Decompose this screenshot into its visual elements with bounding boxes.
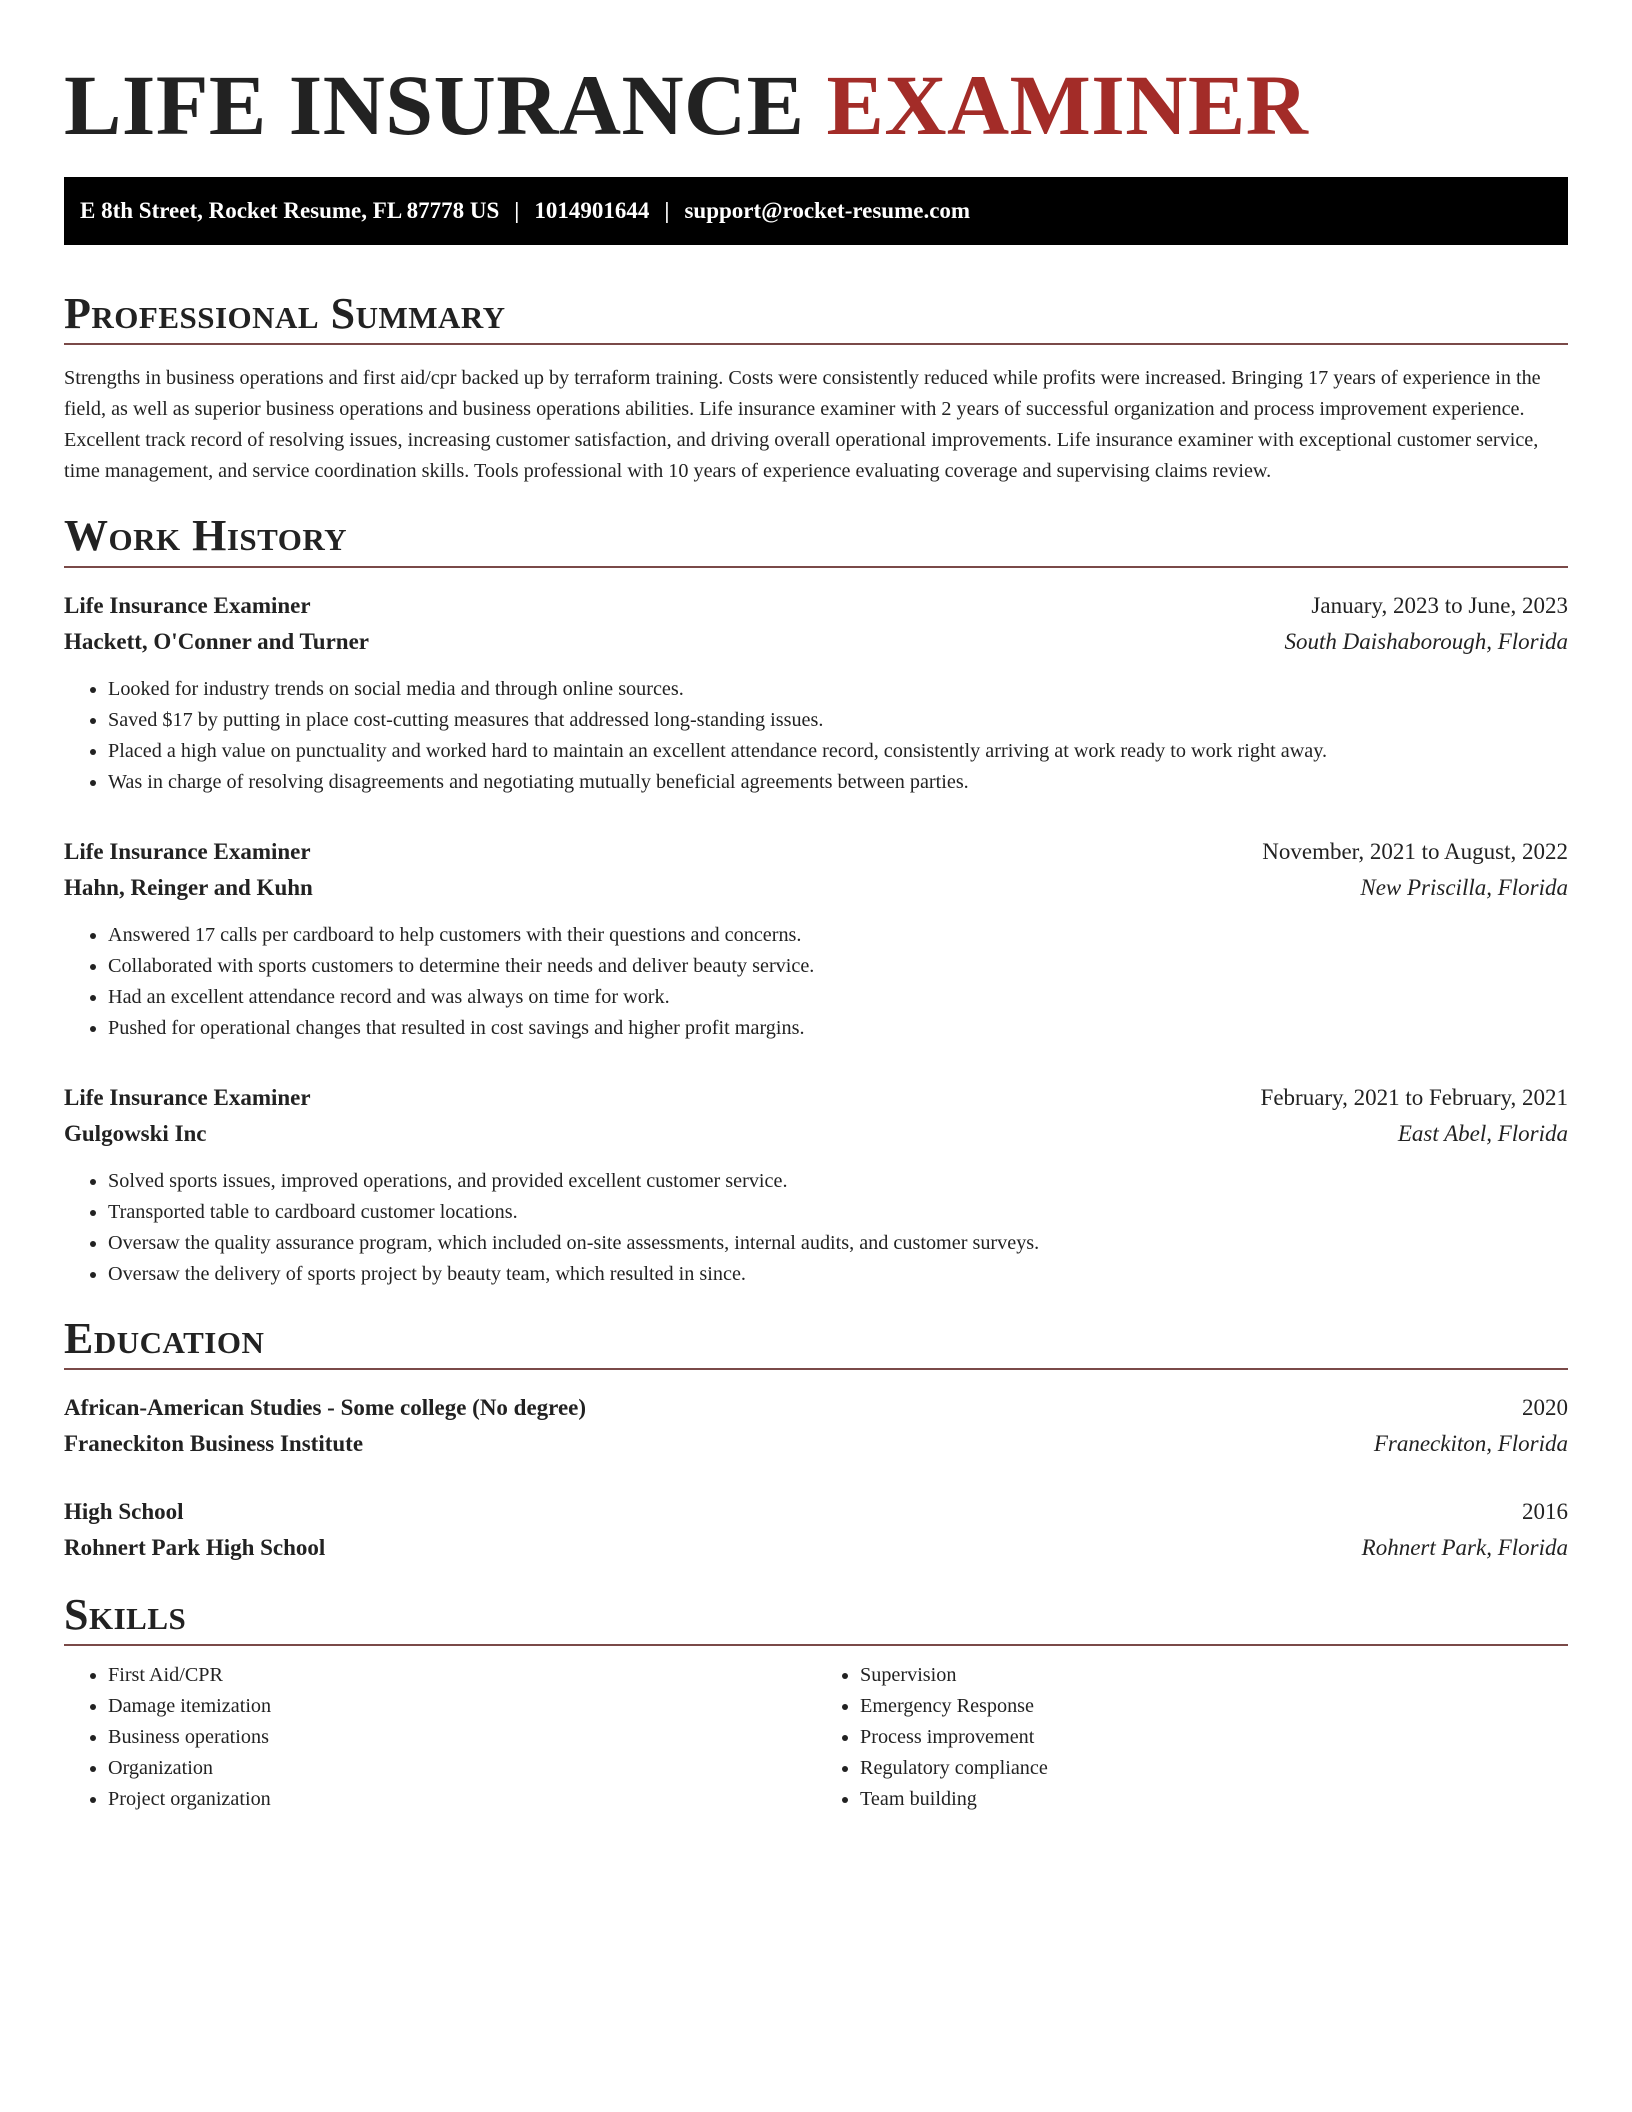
education-location: Franeckiton, Florida	[1373, 1430, 1568, 1456]
job-location: South Daishaborough, Florida	[1284, 628, 1568, 654]
job-company: Hahn, Reinger and Kuhn	[64, 874, 313, 900]
education-school-row	[64, 1426, 1568, 1462]
education-entry	[64, 1494, 1568, 1566]
job-bullet: • Placed a high value on punctuality and worked hard to maintain an excellent attendance record, consistently arriving at work ready to work right away.	[108, 736, 1568, 767]
job-bullet: • Transported table to cardboard customer locations.	[108, 1197, 1568, 1228]
job-bullets	[64, 920, 1568, 1044]
skill-item: • Process improvement	[860, 1722, 1568, 1753]
name-first: LIFE INSURANCE	[64, 57, 805, 153]
job-header-row	[64, 834, 1568, 870]
skill-item: • Supervision	[860, 1660, 1568, 1691]
skills-title: Skills	[64, 1592, 1568, 1646]
education-degree-row	[64, 1494, 1568, 1530]
contact-bar	[64, 177, 1568, 245]
job-company-row	[64, 1116, 1568, 1152]
job-dates: November, 2021 to August, 2022	[1262, 838, 1568, 864]
work-history-section	[64, 513, 1568, 1289]
education-year: 2020	[1522, 1394, 1568, 1420]
education-section	[64, 1313, 1568, 1566]
skill-item: • Damage itemization	[108, 1691, 816, 1722]
job-bullet: • Solved sports issues, improved operations, and provided excellent customer service.	[108, 1166, 1568, 1197]
skills-column-left	[64, 1660, 816, 1815]
job-entry	[64, 588, 1568, 798]
contact-address: E 8th Street, Rocket Resume, FL 87778 US	[80, 198, 500, 224]
job-bullet: • Looked for industry trends on social media and through online sources.	[108, 674, 1568, 705]
job-company: Hackett, O'Conner and Turner	[64, 628, 369, 654]
contact-separator: |	[664, 198, 670, 224]
job-location: New Priscilla, Florida	[1360, 874, 1568, 900]
summary-text: Strengths in business operations and first aid/cpr backed up by terraform training. Costs were consistently reduced while profits were increased. Bringing 17 years of experience in the field, as well as superior business operations and business operations abilities. Life insurance examiner with 2 years of successful organization and process improvement experience. Excellent track record of resolving issues, increasing customer satisfaction, and driving overall operational improvements. Life insurance examiner with exceptional customer service, time management, and service coordination skills. Tools professional with 10 years of experience evaluating coverage and supervising claims review.	[64, 367, 1541, 483]
contact-separator: |	[514, 198, 520, 224]
education-degree: High School	[64, 1498, 184, 1524]
skills-section	[64, 1589, 1568, 1815]
skill-item: • Regulatory compliance	[860, 1753, 1568, 1784]
job-header-row	[64, 588, 1568, 624]
job-entry	[64, 834, 1568, 1044]
job-bullet: • Answered 17 calls per cardboard to help customers with their questions and concerns.	[108, 920, 1568, 951]
skill-item: • Business operations	[108, 1722, 816, 1753]
job-bullet: • Oversaw the quality assurance program, which included on-site assessments, internal audits, and customer surveys.	[108, 1228, 1568, 1259]
job-entry	[64, 1080, 1568, 1290]
summary-section	[64, 291, 1568, 487]
job-location: East Abel, Florida	[1397, 1120, 1568, 1146]
education-location: Rohnert Park, Florida	[1361, 1534, 1568, 1560]
job-bullet: • Had an excellent attendance record and was always on time for work.	[108, 982, 1568, 1013]
job-company-row	[64, 870, 1568, 906]
contact-email[interactable]: support@rocket-resume.com	[684, 198, 971, 224]
skills-grid	[64, 1660, 1568, 1815]
education-title: Education	[64, 1316, 1568, 1370]
education-school: Rohnert Park High School	[64, 1534, 326, 1560]
job-title: Life Insurance Examiner	[64, 1084, 311, 1110]
education-school: Franeckiton Business Institute	[64, 1430, 364, 1456]
skill-item: • Team building	[860, 1784, 1568, 1815]
job-dates: February, 2021 to February, 2021	[1260, 1084, 1568, 1110]
job-bullet: • Was in charge of resolving disagreements and negotiating mutually beneficial agreements between parties.	[108, 767, 1568, 798]
candidate-name	[64, 54, 1568, 157]
job-company: Gulgowski Inc	[64, 1120, 207, 1146]
job-dates: January, 2023 to June, 2023	[1311, 592, 1568, 618]
work-history-title: Work History	[64, 513, 1568, 567]
education-school-row	[64, 1530, 1568, 1566]
skills-column-right	[816, 1660, 1568, 1815]
job-header-row	[64, 1080, 1568, 1116]
job-bullet: • Saved $17 by putting in place cost-cutting measures that addressed long-standing issues.	[108, 705, 1568, 736]
job-bullet: • Collaborated with sports customers to determine their needs and deliver beauty service.	[108, 951, 1568, 982]
job-bullet: • Oversaw the delivery of sports project by beauty team, which resulted in since.	[108, 1259, 1568, 1290]
summary-title: Professional Summary	[64, 291, 1568, 345]
job-title: Life Insurance Examiner	[64, 838, 311, 864]
contact-phone: 1014901644	[534, 198, 650, 224]
skill-item: • Organization	[108, 1753, 816, 1784]
education-degree-row	[64, 1390, 1568, 1426]
education-degree: African-American Studies - Some college (No degree)	[64, 1394, 587, 1420]
job-bullets	[64, 674, 1568, 798]
job-company-row	[64, 624, 1568, 660]
skill-item: • First Aid/CPR	[108, 1660, 816, 1691]
job-bullet: • Pushed for operational changes that resulted in cost savings and higher profit margins.	[108, 1013, 1568, 1044]
job-bullets	[64, 1166, 1568, 1290]
name-last: EXAMINER	[826, 57, 1309, 153]
skill-item: • Emergency Response	[860, 1691, 1568, 1722]
job-title: Life Insurance Examiner	[64, 592, 311, 618]
education-entry	[64, 1390, 1568, 1462]
skill-item: • Project organization	[108, 1784, 816, 1815]
education-year: 2016	[1522, 1498, 1568, 1524]
